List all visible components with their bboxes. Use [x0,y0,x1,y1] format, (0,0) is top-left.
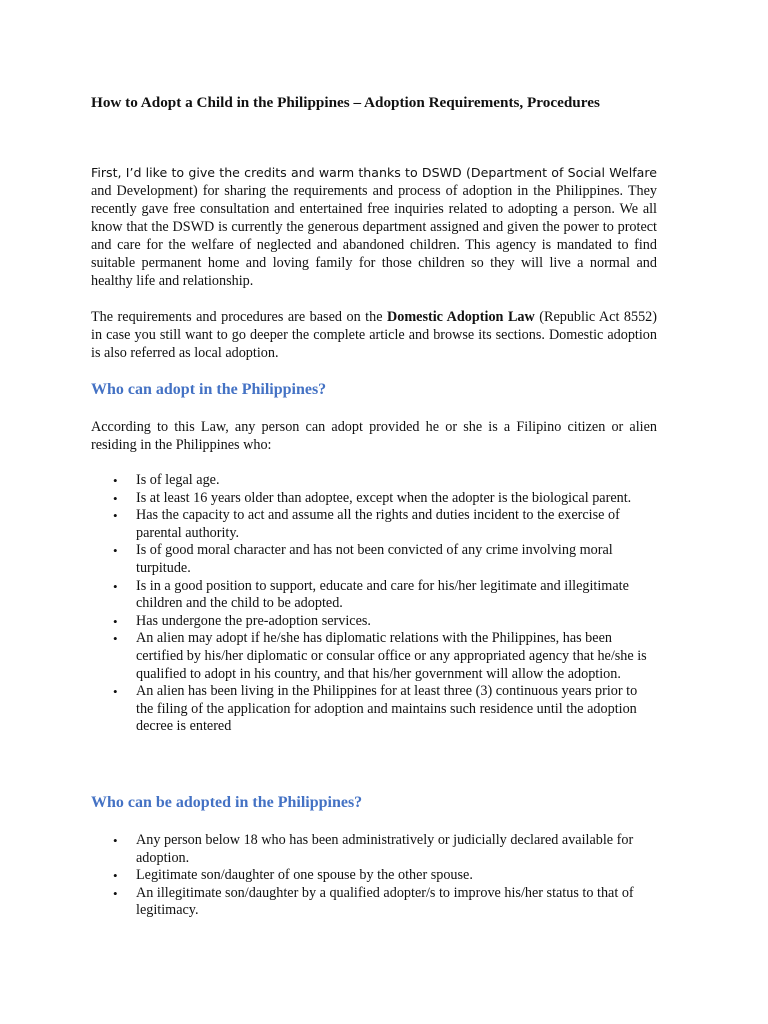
bullet-icon: • [113,868,118,884]
section-heading-who-can-be-adopted: Who can be adopted in the Philippines? [91,794,363,811]
list-item-text: Is of legal age. [136,472,220,488]
list-item-text: Any person below 18 who has been administratively or judicially declared available for adoption. [136,832,634,866]
list-item [91,630,657,683]
section1-intro-paragraph: According to this Law, any person can adopt provided he or she is a Filipino citizen or alien residing in the Philippines who: [91,419,657,453]
bullet-icon: • [113,490,118,506]
basis-paragraph [91,308,657,362]
list-item-text: An illegitimate son/daughter by a qualified adopter/s to improve his/her status to that of legitimacy. [136,884,634,919]
list-item-text: Is at least 16 years older than adoptee, except when the adopter is the biological parent. [136,489,632,506]
list-item-text: Has the capacity to act and assume all the rights and duties incident to the exercise of parental authority. [136,507,620,541]
basis-before-text: The requirements and procedures are based on the [91,309,388,325]
bullet-icon: • [113,473,118,488]
bullet-icon: • [113,613,118,629]
adopter-requirements-list [91,472,657,736]
intro-lead-text: First, I’d like to give the credits and warm thanks to DSWD (Department of Social Welfare [91,165,657,180]
list-item [91,832,657,867]
list-item-text: Legitimate son/daughter of one spouse by the other spouse. [136,867,473,884]
list-item [91,867,657,885]
intro-paragraph [91,164,657,290]
bullet-icon: • [113,631,118,647]
bullet-icon: • [113,833,118,848]
bullet-icon: • [113,578,118,594]
bullet-icon: • [113,885,118,901]
list-item [91,683,657,736]
list-item [91,507,657,542]
list-item [91,542,657,577]
list-item [91,885,657,920]
basis-after-text: (Republic Act 8552) in case you still want to go deeper the complete article and browse its sections. Domestic adoption is also referred as local adoption. [91,309,658,361]
law-name: Domestic Adoption Law [387,309,535,325]
bullet-icon: • [113,543,118,559]
list-item [91,490,657,508]
list-item [91,578,657,613]
bullet-icon: • [113,508,118,524]
adoptee-eligibility-list [91,832,657,920]
section-heading-who-can-adopt: Who can adopt in the Philippines? [91,381,327,398]
list-item [91,472,657,490]
list-item-text: Is of good moral character and has not been convicted of any crime involving moral turpitude. [136,542,613,576]
intro-rest-text: and Development) for sharing the requirements and process of adoption in the Philippines. They recently gave free consultation and entertained free inquiries related to adopting a person. We all know that the DSWD is currently the generous department assigned and given the power to protect and care for the welfare of neglected and abandoned children. This agency is mandated to find suitable permanent home and loving family for those children so they will live a normal and healthy life and relationship. [91,183,657,289]
list-item-text: Has undergone the pre-adoption services. [136,612,371,629]
list-item-text: An alien has been living in the Philippines for at least three (3) continuous years prior to the filing of the application for adoption and maintains such residence until the adoption decree is entered [136,683,638,735]
list-item-text: Is in a good position to support, educate and care for his/her legitimate and illegitimate children and the child to be adopted. [136,577,629,612]
bullet-icon: • [113,684,118,700]
list-item-text: An alien may adopt if he/she has diplomatic relations with the Philippines, has been certified by his/her diplomatic or consular office or any appropriated agency that he/she is qualified to adopt in his country, and that his/her government will allow the adoption. [136,630,647,682]
page-title: How to Adopt a Child in the Philippines – Adoption Requirements, Procedures [91,94,600,111]
list-item [91,613,657,631]
